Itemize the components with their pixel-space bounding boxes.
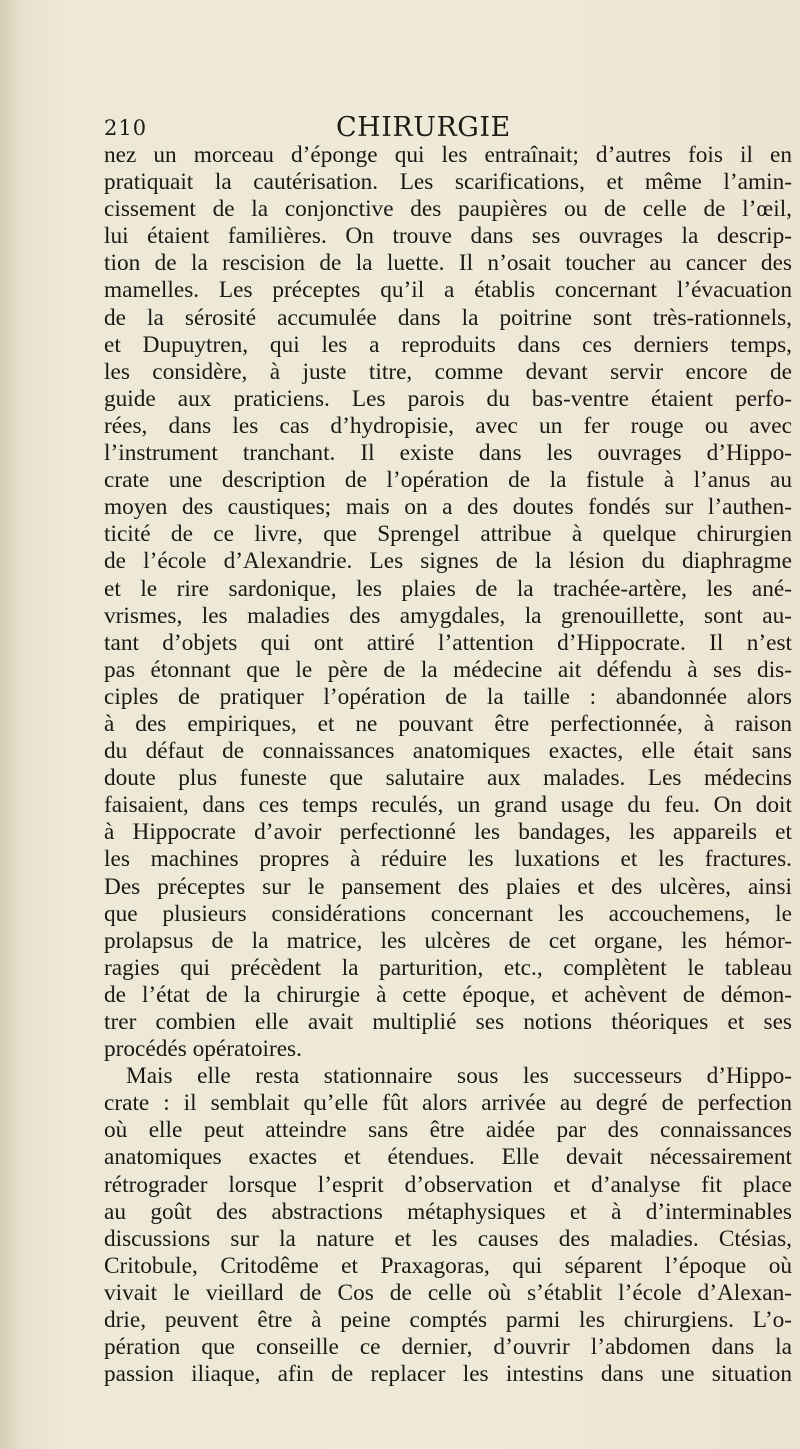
text-line: Critobule, Critodême et Praxagoras, qui séparent l’époque où [104, 1252, 792, 1279]
text-line: lui étaient familières. On trouve dans ses ouvrages la descrip- [104, 223, 792, 250]
text-line: ticité de ce livre, que Sprengel attribue à quelque chirurgien [104, 521, 792, 548]
text-line: du défaut de connaissances anatomiques exactes, elle était sans [104, 738, 792, 765]
text-line: pération que conseille ce dernier, d’ouvrir l’abdomen dans la [104, 1334, 792, 1361]
text-line: que plusieurs considérations concernant les accouchemens, le [104, 900, 792, 927]
text-line: Des préceptes sur le pansement des plaies et des ulcères, ainsi [104, 873, 792, 900]
text-line: cissement de la conjonctive des paupières ou de celle de l’œil, [104, 196, 792, 223]
text-line: drie, peuvent être à peine comptés parmi les chirurgiens. L’o- [104, 1307, 792, 1334]
text-line: guide aux praticiens. Les parois du bas-ventre étaient perfo- [104, 385, 792, 412]
paragraph-start-line: Mais elle resta stationnaire sous les successeurs d’Hippo- [126, 1063, 792, 1090]
body-text [104, 142, 792, 1388]
text-line: trer combien elle avait multiplié ses notions théoriques et ses [104, 1009, 792, 1035]
text-line: mamelles. Les préceptes qu’il a établis concernant l’évacuation [104, 277, 792, 304]
text-line: ragies qui précèdent la parturition, etc., complètent le tableau [104, 954, 792, 981]
text-line: pas étonnant que le père de la médecine ait défendu à ses dis- [104, 656, 792, 683]
text-line: rées, dans les cas d’hydropisie, avec un fer rouge ou avec [104, 412, 792, 439]
text-line: tion de la rescision de la luette. Il n’osait toucher au cancer des [104, 250, 792, 277]
text-line: et Dupuytren, qui les a reproduits dans ces derniers temps, [104, 331, 792, 358]
text-line: et le rire sardonique, les plaies de la trachée-artère, les ané- [104, 575, 792, 602]
text-line: l’instrument tranchant. Il existe dans les ouvrages d’Hippo- [104, 440, 792, 467]
page-gutter-shadow [0, 0, 20, 1449]
text-line: de l’état de la chirurgie à cette époque, et achèvent de démon- [104, 981, 792, 1008]
text-line: discussions sur la nature et les causes des maladies. Ctésias, [104, 1225, 792, 1252]
page-number: 210 [104, 116, 148, 140]
text-line: crate une description de l’opération de la fistule à l’anus au [104, 467, 792, 494]
text-line: doute plus funeste que salutaire aux malades. Les médecins [104, 765, 792, 792]
text-line: rétrograder lorsque l’esprit d’observation et d’analyse fit place [104, 1171, 792, 1198]
text-line: à Hippocrate d’avoir perfectionné les bandages, les appareils et [104, 819, 792, 846]
text-line: où elle peut atteindre sans être aidée par des connaissances [104, 1117, 792, 1144]
text-line: les machines propres à réduire les luxations et les fractures. [104, 846, 792, 873]
text-line: crate : il semblait qu’elle fût alors arrivée au degré de perfection [104, 1090, 792, 1117]
text-line: à des empiriques, et ne pouvant être perfectionnée, à raison [104, 710, 792, 737]
text-line: tant d’objets qui ont attiré l’attention d’Hippocrate. Il n’est [104, 629, 792, 656]
text-line: vrismes, les maladies des amygdales, la grenouillette, sont au- [104, 602, 792, 629]
text-line: au goût des abstractions métaphysiques et à d’interminables [104, 1198, 792, 1225]
running-title: CHIRURGIE [336, 112, 511, 143]
text-line: prolapsus de la matrice, les ulcères de cet organe, les hémor- [104, 927, 792, 954]
text-line: faisaient, dans ces temps reculés, un grand usage du feu. On doit [104, 792, 792, 819]
text-line: moyen des caustiques; mais on a des doutes fondés sur l’authen- [104, 494, 792, 521]
paragraph-end-line: procédés opératoires. [104, 1036, 302, 1063]
text-line: pratiquait la cautérisation. Les scarifications, et même l’amin- [104, 169, 792, 196]
text-line: de l’école d’Alexandrie. Les signes de la lésion du diaphragme [104, 548, 792, 575]
text-line: nez un morceau d’éponge qui les entraînait; d’autres fois il en [104, 142, 792, 168]
text-line: les considère, à juste titre, comme devant servir encore de [104, 358, 792, 385]
text-line: de la sérosité accumulée dans la poitrine sont très-rationnels, [104, 304, 792, 331]
text-line: ciples de pratiquer l’opération de la taille : abandonnée alors [104, 683, 792, 710]
text-line: vivait le vieillard de Cos de celle où s’établit l’école d’Alexan- [104, 1279, 792, 1306]
text-line: passion iliaque, afin de replacer les intestins dans une situation [104, 1361, 792, 1388]
text-line: anatomiques exactes et étendues. Elle devait nécessairement [104, 1144, 792, 1171]
